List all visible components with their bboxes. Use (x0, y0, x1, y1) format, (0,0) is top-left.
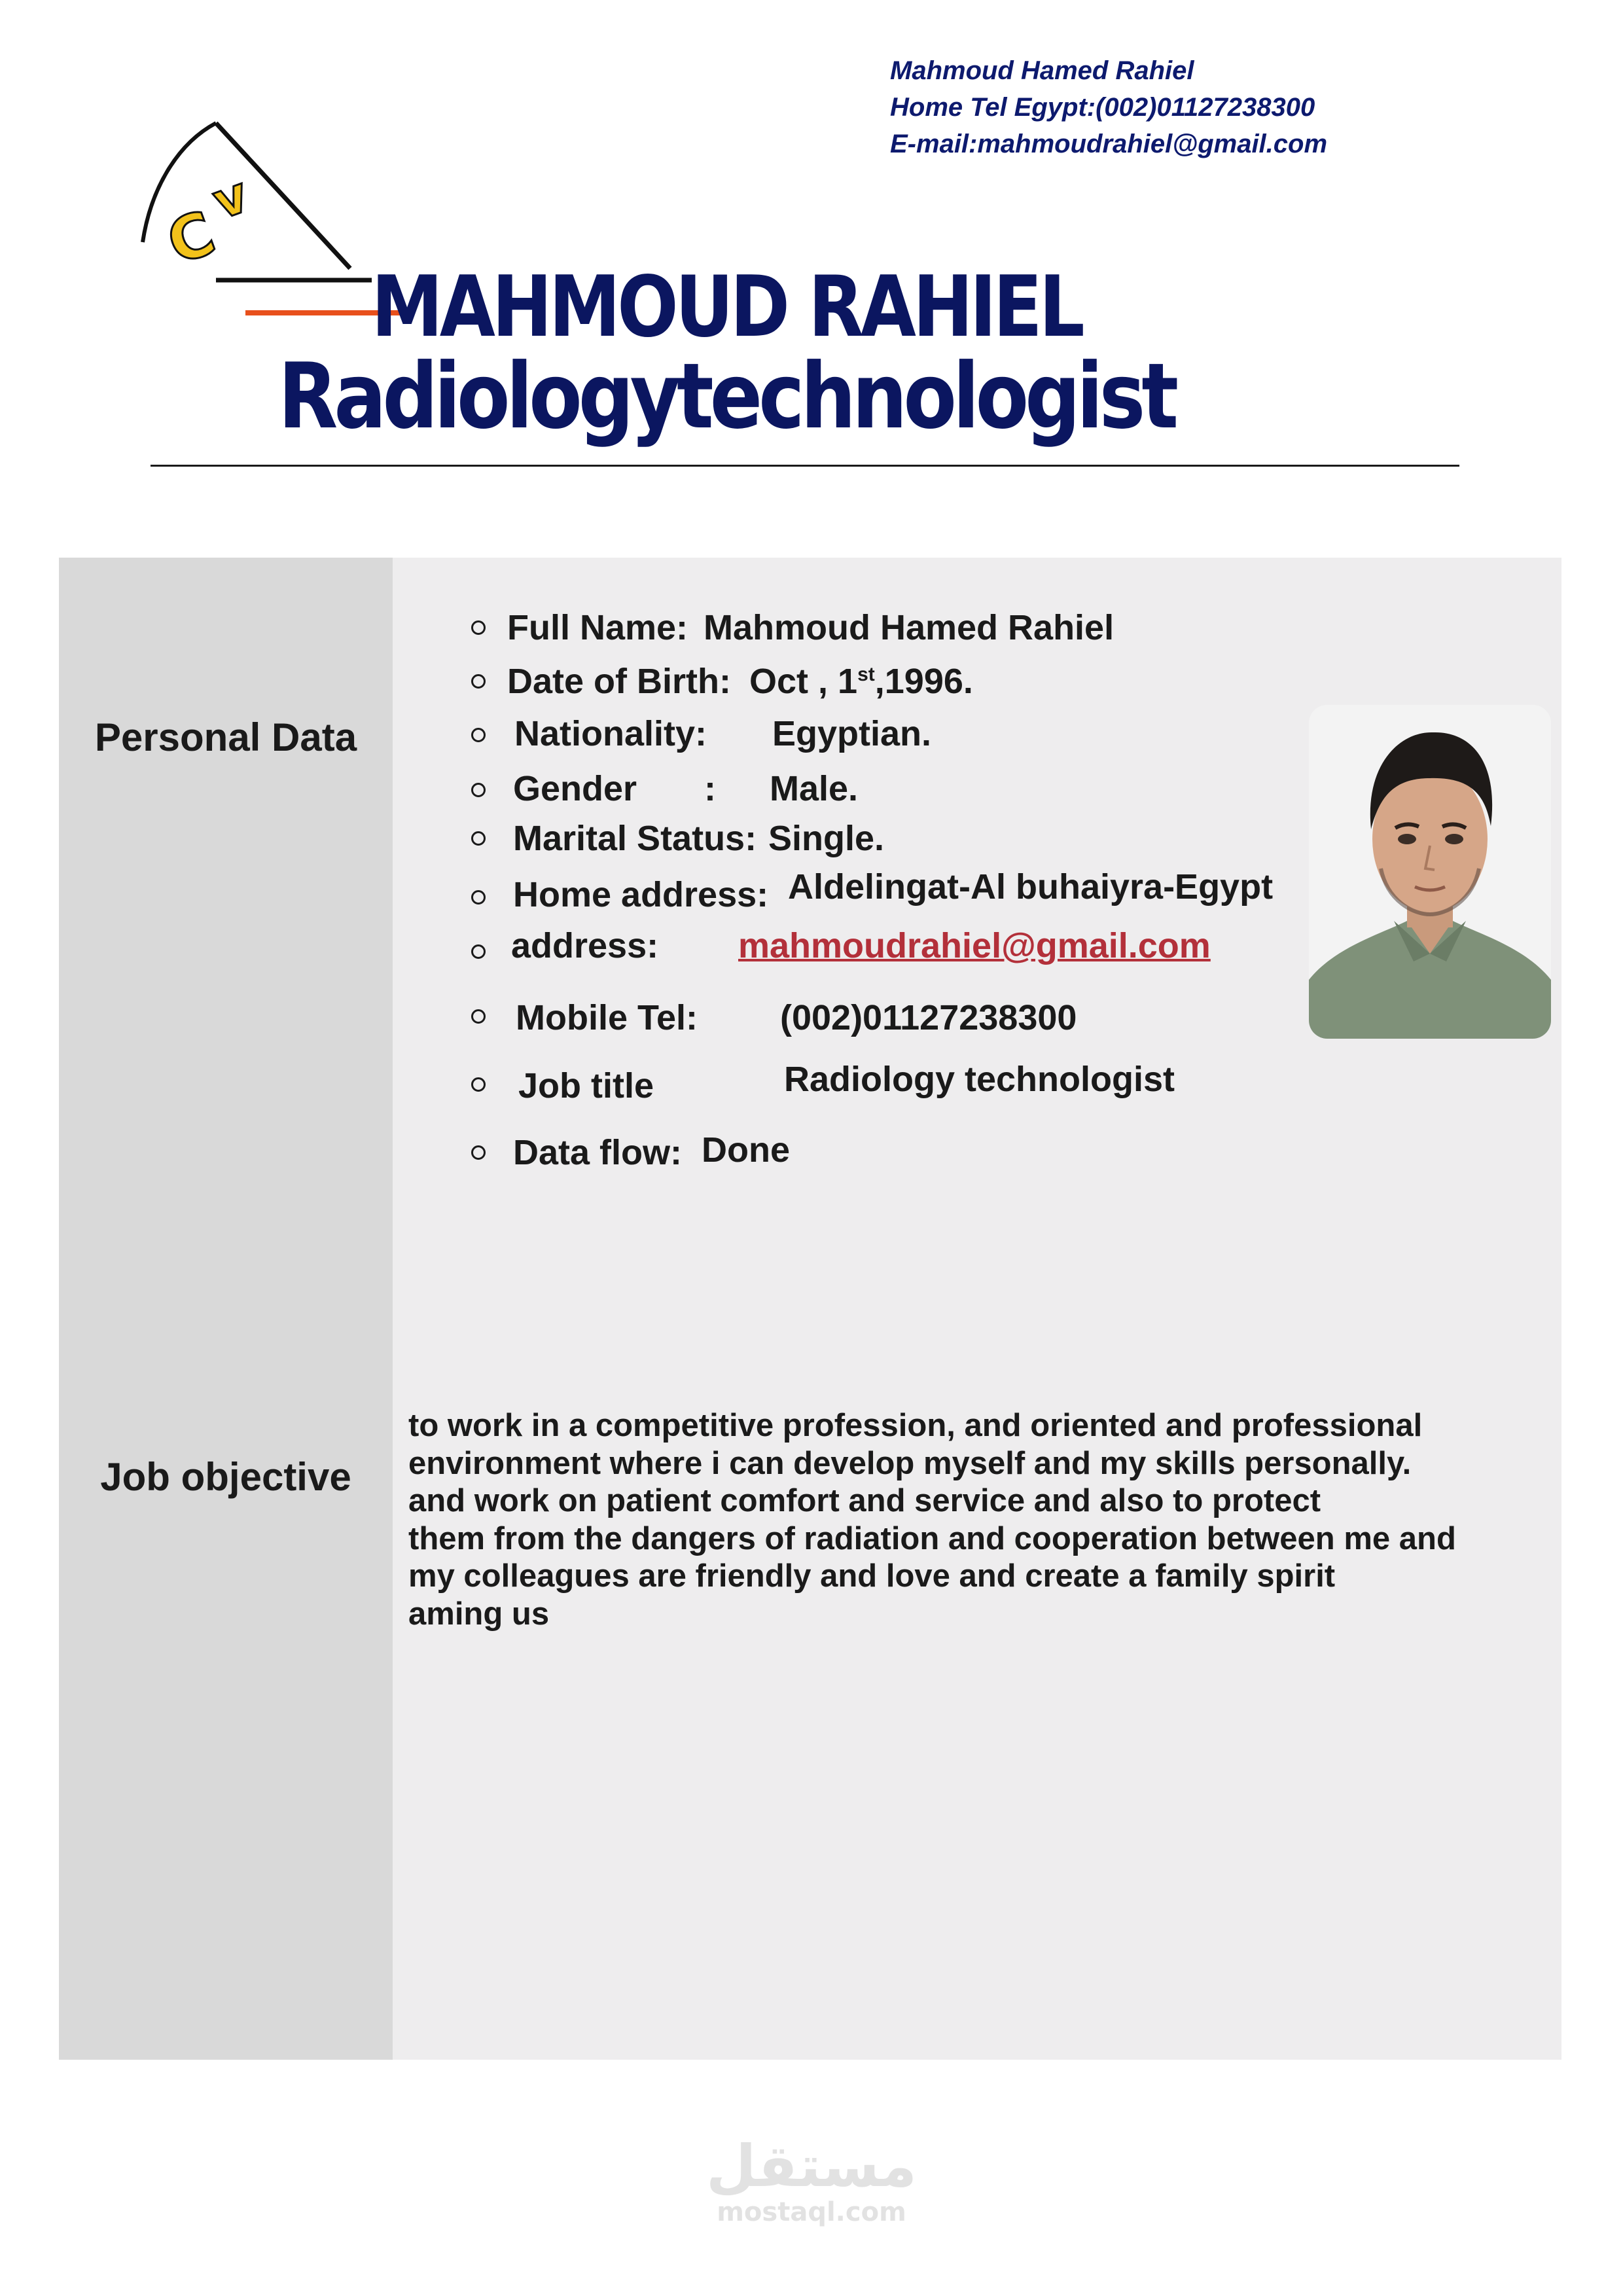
section-job-objective: Job objective (100, 1455, 351, 1499)
bullet-icon (471, 831, 486, 846)
contact-block (890, 52, 1327, 162)
bullet-icon (471, 1009, 486, 1024)
job-objective-text (408, 1407, 1541, 1633)
objective-line: my colleagues are friendly and love and create a family spirit (408, 1558, 1336, 1594)
contact-name: Mahmoud Hamed Rahiel (890, 56, 1194, 85)
objective-line: to work in a competitive profession, and oriented and professional (408, 1408, 1423, 1443)
watermark-arabic: مستقل (706, 2132, 917, 2200)
contact-email[interactable]: E-mail:mahmoudrahiel@gmail.com (890, 130, 1328, 158)
page-title: MAHMOUD RAHIEL (371, 259, 1082, 356)
objective-line: and work on patient comfort and service and also to protect (408, 1483, 1321, 1518)
bullet-icon (471, 620, 486, 635)
bullet-icon (471, 890, 486, 905)
svg-text:v: v (205, 164, 256, 231)
email-link[interactable]: mahmoudrahiel@gmail.com (738, 926, 1211, 965)
objective-line: aming us (408, 1596, 550, 1632)
bullet-icon (471, 1145, 486, 1160)
profile-photo-icon (1309, 705, 1551, 1039)
section-personal-data: Personal Data (94, 715, 357, 759)
contact-phone: Home Tel Egypt:(002)01127238300 (890, 93, 1315, 122)
bullet-icon (471, 728, 486, 742)
watermark-latin: mostaql.com (717, 2197, 906, 2227)
header-divider (151, 465, 1459, 467)
job-role-title: Radiologytechnologist (277, 344, 1175, 449)
bullet-icon (471, 1077, 486, 1092)
mostaql-watermark (681, 2132, 942, 2233)
section-label-column (59, 558, 393, 2060)
bullet-icon (471, 944, 486, 959)
objective-line: environment where i can develop myself and my skills personally. (408, 1445, 1412, 1481)
objective-line: them from the dangers of radiation and cooperation between me and (408, 1520, 1456, 1556)
bullet-icon (471, 783, 486, 797)
svg-text:C: C (158, 197, 224, 279)
bullet-icon (471, 674, 486, 689)
